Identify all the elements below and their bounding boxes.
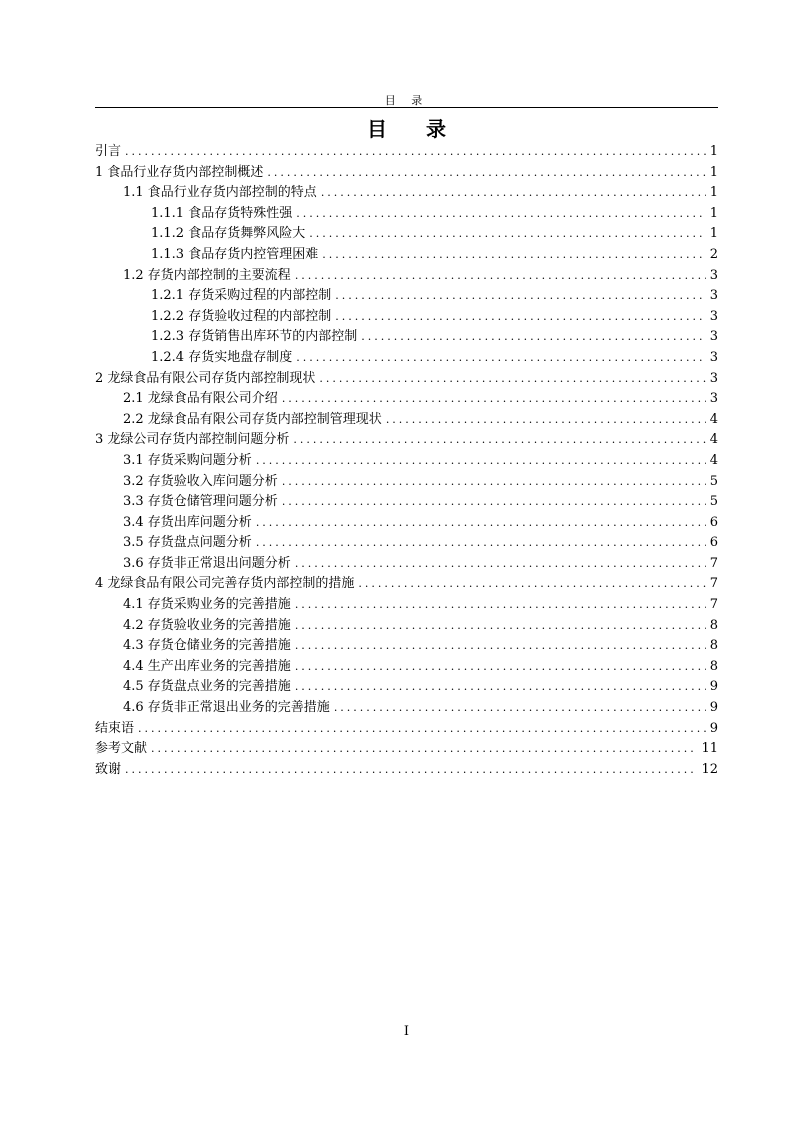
toc-entry[interactable] [95,245,718,266]
toc-dot-leader [386,410,706,431]
toc-entry-page: 3 [709,308,718,324]
toc-dot-leader [125,760,697,781]
toc-entry[interactable] [95,307,718,328]
toc-entry-page: 1 [709,164,718,180]
toc-dot-leader [256,451,706,472]
toc-entry-page: 3 [709,329,718,345]
toc-entry-page: 7 [709,597,718,613]
toc-entry-page: 9 [709,679,718,695]
toc-entry-page: 1 [709,226,718,242]
toc-entry[interactable] [95,636,718,657]
toc-dot-leader [358,574,705,595]
toc-dot-leader [296,348,706,369]
toc-entry-label: 1.1.2 食品存货舞弊风险大 [151,226,306,242]
toc-entry[interactable] [95,348,718,369]
toc-entry[interactable] [95,677,718,698]
toc-entry[interactable] [95,389,718,410]
toc-entry-label: 2.1 龙绿食品有限公司介绍 [123,391,278,407]
toc-entry[interactable] [95,739,718,760]
toc-entry[interactable] [95,286,718,307]
toc-entry-page: 4 [709,411,718,427]
page-number: I [403,1024,410,1039]
toc-dot-leader [295,657,706,678]
toc-entry-page: 6 [709,535,718,551]
toc-entry-page: 8 [709,638,718,654]
toc-entry-label: 1.2.1 存货采购过程的内部控制 [151,288,332,304]
toc-entry-label: 4.1 存货采购业务的完善措施 [123,597,291,613]
toc-entry-label: 4.5 存货盘点业务的完善措施 [123,679,291,695]
toc-entry[interactable] [95,266,718,287]
toc-entry[interactable] [95,327,718,348]
toc-dot-leader [138,719,706,740]
toc-entry[interactable] [95,224,718,245]
toc-entry-label: 3 龙绿公司存货内部控制问题分析 [95,432,290,448]
toc-dot-leader [282,492,706,513]
toc-entry-label: 4.4 生产出库业务的完善措施 [123,658,291,674]
toc-entry-label: 1.2.2 存货验收过程的内部控制 [151,308,332,324]
toc-dot-leader [267,163,705,184]
toc-dot-leader [151,739,697,760]
toc-entry-page: 4 [709,452,718,468]
toc-entry-label: 引言 [95,144,122,159]
toc-entry-page: 5 [709,494,718,510]
toc-entry-label: 1.1 食品行业存货内部控制的特点 [123,185,317,201]
toc-dot-leader [321,183,706,204]
toc-entry-label: 4.3 存货仓储业务的完善措施 [123,638,291,654]
toc-entry-label: 1.1.1 食品存货特殊性强 [151,205,293,221]
toc-dot-leader [322,245,706,266]
toc-entry-page: 9 [709,700,718,716]
toc-entry[interactable] [95,492,718,513]
toc-dot-leader [293,430,705,451]
toc-entry[interactable] [95,533,718,554]
toc-dot-leader [319,369,705,390]
toc-entry-page: 4 [709,432,718,448]
toc-entry-label: 1.2.3 存货销售出库环节的内部控制 [151,329,358,345]
toc-dot-leader [296,204,706,225]
toc-entry-label: 3.6 存货非正常退出问题分析 [123,555,291,571]
toc-entry-label: 3.3 存货仓储管理问题分析 [123,494,278,510]
toc-entry-page: 7 [709,576,718,592]
toc-entry-label: 4 龙绿食品有限公司完善存货内部控制的措施 [95,576,355,592]
toc-dot-leader [309,224,706,245]
toc-entry-page: 8 [709,617,718,633]
toc-entry[interactable] [95,410,718,431]
toc-entry-page: 8 [709,658,718,674]
toc-dot-leader [295,595,706,616]
toc-entry-label: 1.2 存货内部控制的主要流程 [123,267,291,283]
toc-entry-page: 6 [709,514,718,530]
toc-entry[interactable] [95,183,718,204]
toc-dot-leader [295,636,706,657]
toc-entry[interactable] [95,574,718,595]
toc-entry-page: 1 [709,205,718,221]
toc-dot-leader [295,616,706,637]
toc-entry-label: 2 龙绿食品有限公司存货内部控制现状 [95,370,316,386]
toc-entry[interactable] [95,595,718,616]
running-header: 目 录 [384,94,429,107]
toc-entry[interactable] [95,451,718,472]
toc-dot-leader [295,677,706,698]
toc-entry-label: 1.1.3 食品存货内控管理困难 [151,246,319,262]
toc-entry-label: 3.2 存货验收入库问题分析 [123,473,278,489]
toc-entry-label: 参考文献 [95,741,148,757]
toc-entry[interactable] [95,719,718,740]
toc-entry-page: 3 [709,288,718,304]
toc-entry-page: 3 [709,391,718,407]
toc-entry-label: 1.2.4 存货实地盘存制度 [151,349,293,365]
toc-dot-leader [282,389,706,410]
toc-entry-page: 9 [709,720,718,736]
toc-entry[interactable] [95,430,718,451]
toc-dot-leader [335,286,706,307]
toc-entry-label: 2.2 龙绿食品有限公司存货内部控制管理现状 [123,411,382,427]
toc-dot-leader [361,327,706,348]
toc-entry[interactable] [95,554,718,575]
toc-entry-page: 11 [701,741,718,757]
toc-entry-page: 3 [709,349,718,365]
toc-dot-leader [282,472,706,493]
toc-entry[interactable] [95,616,718,637]
toc-dot-leader [256,513,706,534]
toc-dot-leader [295,266,706,287]
toc-entry-label: 3.4 存货出库问题分析 [123,514,252,530]
toc-entry-label: 3.1 存货采购问题分析 [123,452,252,468]
toc-entry-label: 结束语 [95,720,135,736]
toc-dot-leader [256,533,706,554]
toc-entry-label: 致谢 [95,761,122,777]
toc-entry[interactable] [95,163,718,184]
toc-entry-page: 1 [709,185,718,201]
toc-dot-leader [335,307,706,328]
toc-entry[interactable] [95,513,718,534]
toc-dot-leader [334,698,706,719]
toc-entry[interactable] [95,472,718,493]
toc-entry-page: 3 [709,370,718,386]
header-rule [95,107,718,108]
toc-dot-leader [125,142,706,163]
table-of-contents [95,142,718,780]
toc-entry-page: 12 [701,761,718,777]
toc-entry-page: 7 [709,555,718,571]
toc-entry-page: 3 [709,267,718,283]
toc-dot-leader [295,554,706,575]
toc-entry-page: 5 [709,473,718,489]
page-title: 目 录 [367,117,462,141]
toc-entry-label: 3.5 存货盘点问题分析 [123,535,252,551]
toc-entry[interactable] [95,760,718,781]
toc-entry-label: 4.2 存货验收业务的完善措施 [123,617,291,633]
toc-entry[interactable] [95,369,718,390]
toc-entry-label: 4.6 存货非正常退出业务的完善措施 [123,700,330,716]
toc-entry[interactable] [95,142,718,163]
toc-entry[interactable] [95,204,718,225]
toc-entry[interactable] [95,657,718,678]
toc-entry-label: 1 食品行业存货内部控制概述 [95,164,264,180]
toc-entry[interactable] [95,698,718,719]
toc-entry-page: 1 [709,144,718,159]
toc-entry-page: 2 [709,246,718,262]
